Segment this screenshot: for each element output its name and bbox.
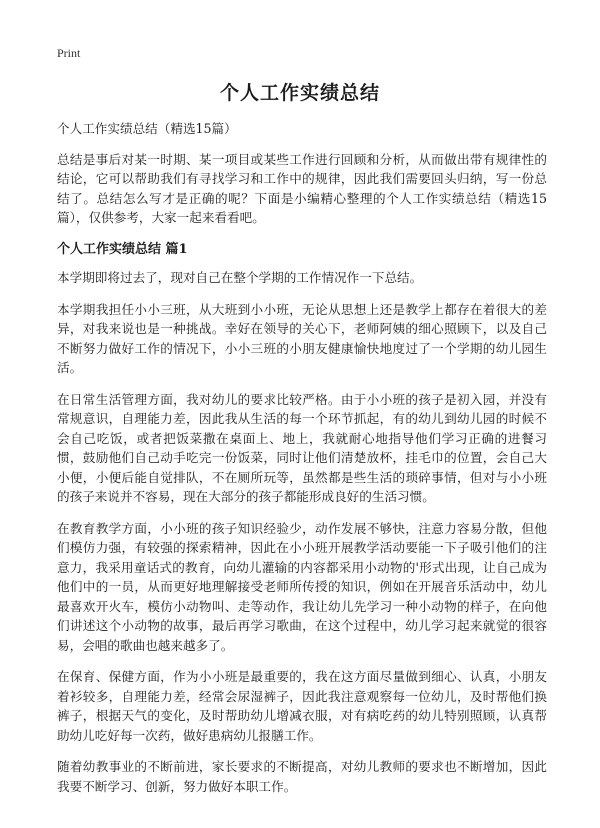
body-paragraph: 本学期即将过去了，现对自己在整个学期的工作情况作一下总结。 xyxy=(57,270,423,285)
article-subtitle: 个人工作实绩总结（精选15篇） xyxy=(57,121,237,136)
body-paragraph: 在保育、保健方面，作为小小班是最重要的，我在这方面尽量做到细心、认真，小朋友着衫较多，自理能力差，经常会尿湿裤子，因此我注意观察每一位幼儿，及时帮他们换裤子，根据天气的变化，及时帮助幼儿增减衣服，对有病吃药的幼儿特别照顾，认真帮助幼儿吃好每一次药，做好患病幼儿报膳工作。 xyxy=(57,669,547,743)
body-paragraph: 随着幼教事业的不断前进，家长要求的不断提高，对幼儿教师的要求也不断增加，因此我要不断学习、创新，努力做好本职工作。 xyxy=(57,759,547,794)
article-body xyxy=(57,119,547,808)
section-heading: 个人工作实绩总结 篇1 xyxy=(57,241,188,257)
body-paragraph: 本学期我担任小小三班，从大班到小小班，无论从思想上还是教学上都存在着很大的差异，对我来说也是一种挑战。幸好在领导的关心下，老师阿姨的细心照顾下，以及自己不断努力做好工作的情况下，小小三班的小朋友健康愉快地度过了一个学期的幼儿园生活。 xyxy=(57,301,547,375)
page-title: 个人工作实绩总结 xyxy=(219,82,380,104)
body-paragraph: 在日常生活管理方面，我对幼儿的要求比较严格。由于小小班的孩子是初入园，并没有常规意识，自理能力差，因此我从生活的每一个环节抓起，有的幼儿到幼儿园的时候不会自己吃饭，或者把饭菜撒在桌面上、地上，我就耐心地指导他们学习正确的进餐习惯，鼓励他们自己动手吃完一份饭菜，同时让他们清楚放杯，挂毛巾的位置，会自己大小便，小便后能自觉排队，不在厕所玩等，虽然都是些生活的琐碎事情，但对与小小班的孩子来说并不容易，现在大部分的孩子都能形成良好的生活习惯。 xyxy=(57,391,547,504)
body-paragraph: 在教育教学方面，小小班的孩子知识经验少，动作发展不够快，注意力容易分散，但他们模仿力强，有较强的探索精神，因此在小小班开展教学活动要能一下子吸引他们的注意力，我采用童话式的教育，向幼儿灌输的内容都采用小动物的'形式出现，让自己成为他们中的一员，从而更好地理解接受老师所传授的知识，例如在开展音乐活动中，幼儿最喜欢开火车，模仿小动物叫、走等动作，我让幼儿先学习一种小动物的样子，在向他们讲述这个小动物的故事，最后再学习歌曲，在这个过程中，幼儿学习起来就觉的很容易，会唱的歌曲也越来越多了。 xyxy=(57,520,547,653)
print-link[interactable]: Print xyxy=(57,46,81,60)
intro-paragraph: 总结是事后对某一时期、某一项目或某些工作进行回顾和分析，从而做出带有规律性的结论，它可以帮助我们有寻找学习和工作中的规律，因此我们需要回头归纳，写一份总结了。总结怎么写才是正确的呢？下面是小编精心整理的个人工作实绩总结（精选15篇），仅供参考，大家一起来看看吧。 xyxy=(57,151,547,225)
